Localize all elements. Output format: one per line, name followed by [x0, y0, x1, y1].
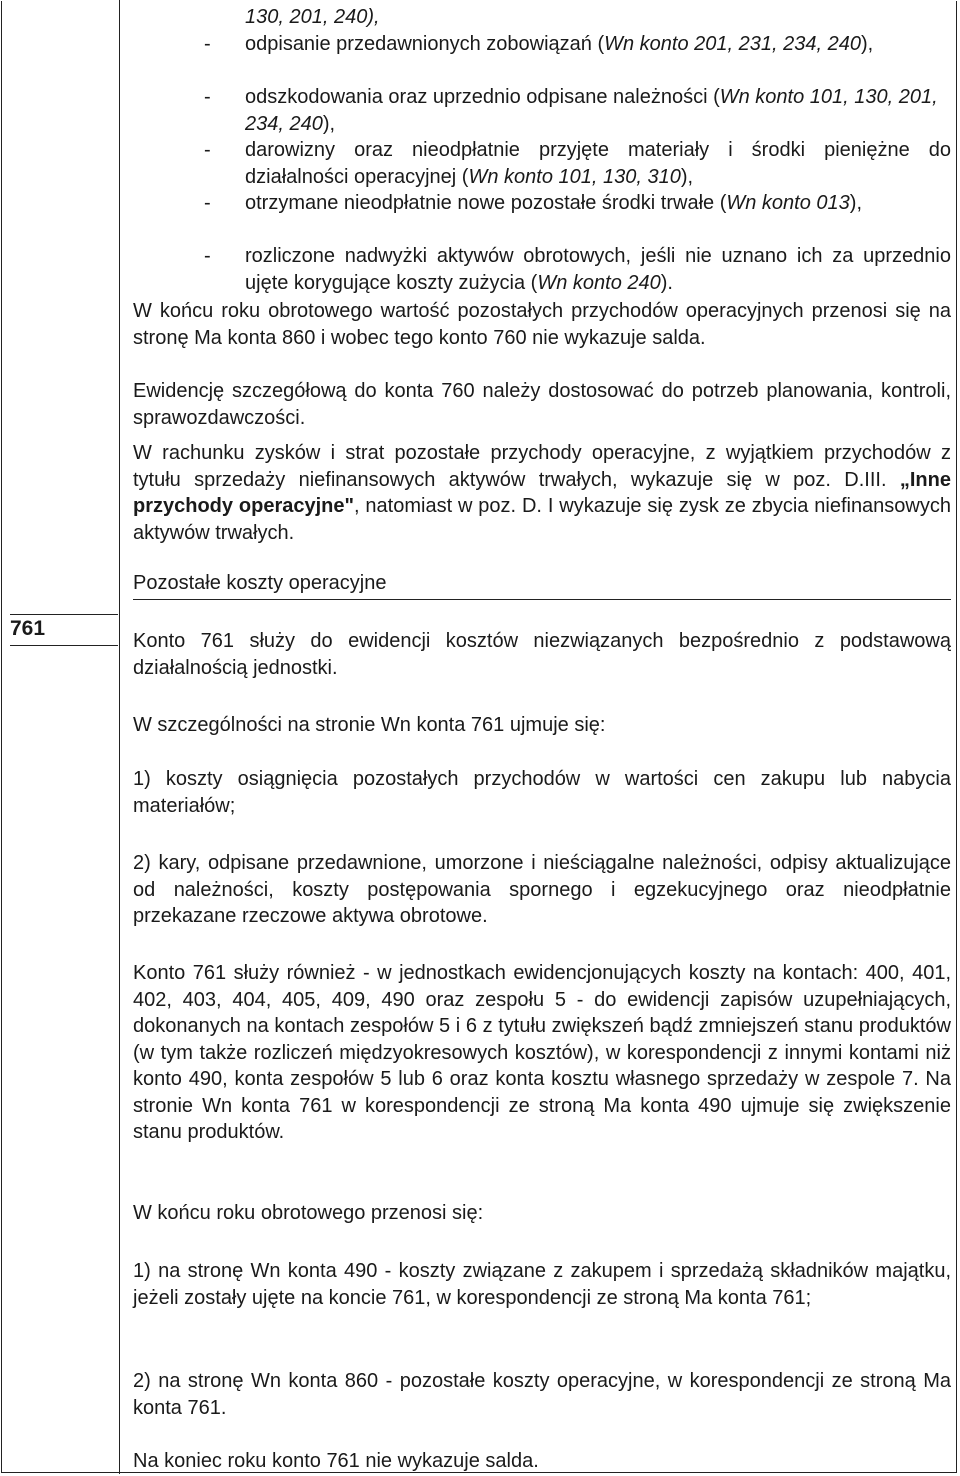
list-dash: - — [204, 86, 211, 108]
paragraph: W szczególności na stronie Wn konta 761 ujmuje się: — [133, 714, 606, 736]
section-heading: Pozostałe koszty operacyjne — [133, 570, 951, 600]
paragraph: 2) kary, odpisane przedawnione, umorzone i nieściągalne należności, odpisy aktualizujące od należności, koszty postępowania spornego i egzekucyjnego oraz nieodpłatnie przekazane rzeczowe aktywa obrotowe. — [133, 852, 951, 927]
paragraph: Konto 761 służy do ewidencji kosztów niezwiązanych bezpośrednio z podstawową działalnością jednostki. — [133, 630, 951, 679]
list-item-text: odpisanie przedawnionych zobowiązań (Wn konto 201, 231, 234, 240), — [245, 33, 874, 55]
paragraph: 1) koszty osiągnięcia pozostałych przychodów w wartości cen zakupu lub nabycia materiałów; — [133, 768, 951, 817]
account-rule-bottom — [10, 645, 118, 646]
paragraph: W końcu roku obrotowego przenosi się: — [133, 1202, 484, 1224]
list-dash: - — [204, 33, 211, 55]
list-item-text: odszkodowania oraz uprzednio odpisane należności (Wn konto 101, 130, 201, 234, 240), — [245, 86, 938, 135]
paragraph: W rachunku zysków i strat pozostałe przychody operacyjne, z wyjątkiem przychodów z tytułu sprzedaży niefinansowych aktywów trwałych, wykazuje się w poz. D.III. „Inne przychody operacyjne", natomiast w poz. D. I wykazuje się zysk ze zbycia niefinansowych aktywów trwałych. — [133, 442, 951, 544]
paragraph: 1) na stronę Wn konta 490 - koszty związane z zakupem i sprzedażą składników majątku, jeżeli zostały ujęte na koncie 761, w korespondencji ze stroną Ma konta 761; — [133, 1260, 951, 1309]
list-item-text: rozliczone nadwyżki aktywów obrotowych, jeśli nie uznano ich za uprzednio ujęte korygujące koszty zużycia (Wn konto 240). — [245, 245, 951, 294]
paragraph: W końcu roku obrotowego wartość pozostałych przychodów operacyjnych przenosi się na stronę Ma konta 860 i wobec tego konto 760 nie wykazuje salda. — [133, 300, 951, 349]
paragraph: Konto 761 służy również - w jednostkach ewidencjonujących koszty na kontach: 400, 401, 402, 403, 404, 405, 409, 490 oraz zespołu 5 - do ewidencji zapisów uzupełniających, dokonanych na kontach zespołów 5 i 6 z tytułu zwiększeń bądź zmniejszeń stanu produktów (w tym także rozliczeń międzyokresowych kosztów), w korespondencji z innymi kontami niż konto 490, konta zespołów 5 lub 6 oraz konta kosztu własnego sprzedaży w zespole 7. Na stronie Wn konta 761 w korespondencji ze stroną Ma konta 490 ujmuje się zwiększenie stanu produktów. — [133, 962, 951, 1143]
list-dash: - — [204, 245, 211, 267]
list-dash: - — [204, 192, 211, 214]
account-number: 761 — [10, 617, 46, 640]
account-rule-top — [10, 614, 118, 615]
list-item-text: darowizny oraz nieodpłatnie przyjęte materiały i środki pieniężne do działalności operacyjnej (Wn konto 101, 130, 310), — [245, 139, 951, 188]
list-item-text: otrzymane nieodpłatnie nowe pozostałe środki trwałe (Wn konto 013), — [245, 192, 863, 214]
continuation-line: 130, 201, 240), — [245, 6, 380, 28]
paragraph: Na koniec roku konto 761 nie wykazuje salda. — [133, 1450, 539, 1472]
list-dash: - — [204, 139, 211, 161]
paragraph: Ewidencję szczegółową do konta 760 należy dostosować do potrzeb planowania, kontroli, sprawozdawczości. — [133, 380, 951, 429]
paragraph: 2) na stronę Wn konta 860 - pozostałe koszty operacyjne, w korespondencji ze stroną Ma konta 761. — [133, 1370, 951, 1419]
column-divider — [119, 0, 120, 1474]
